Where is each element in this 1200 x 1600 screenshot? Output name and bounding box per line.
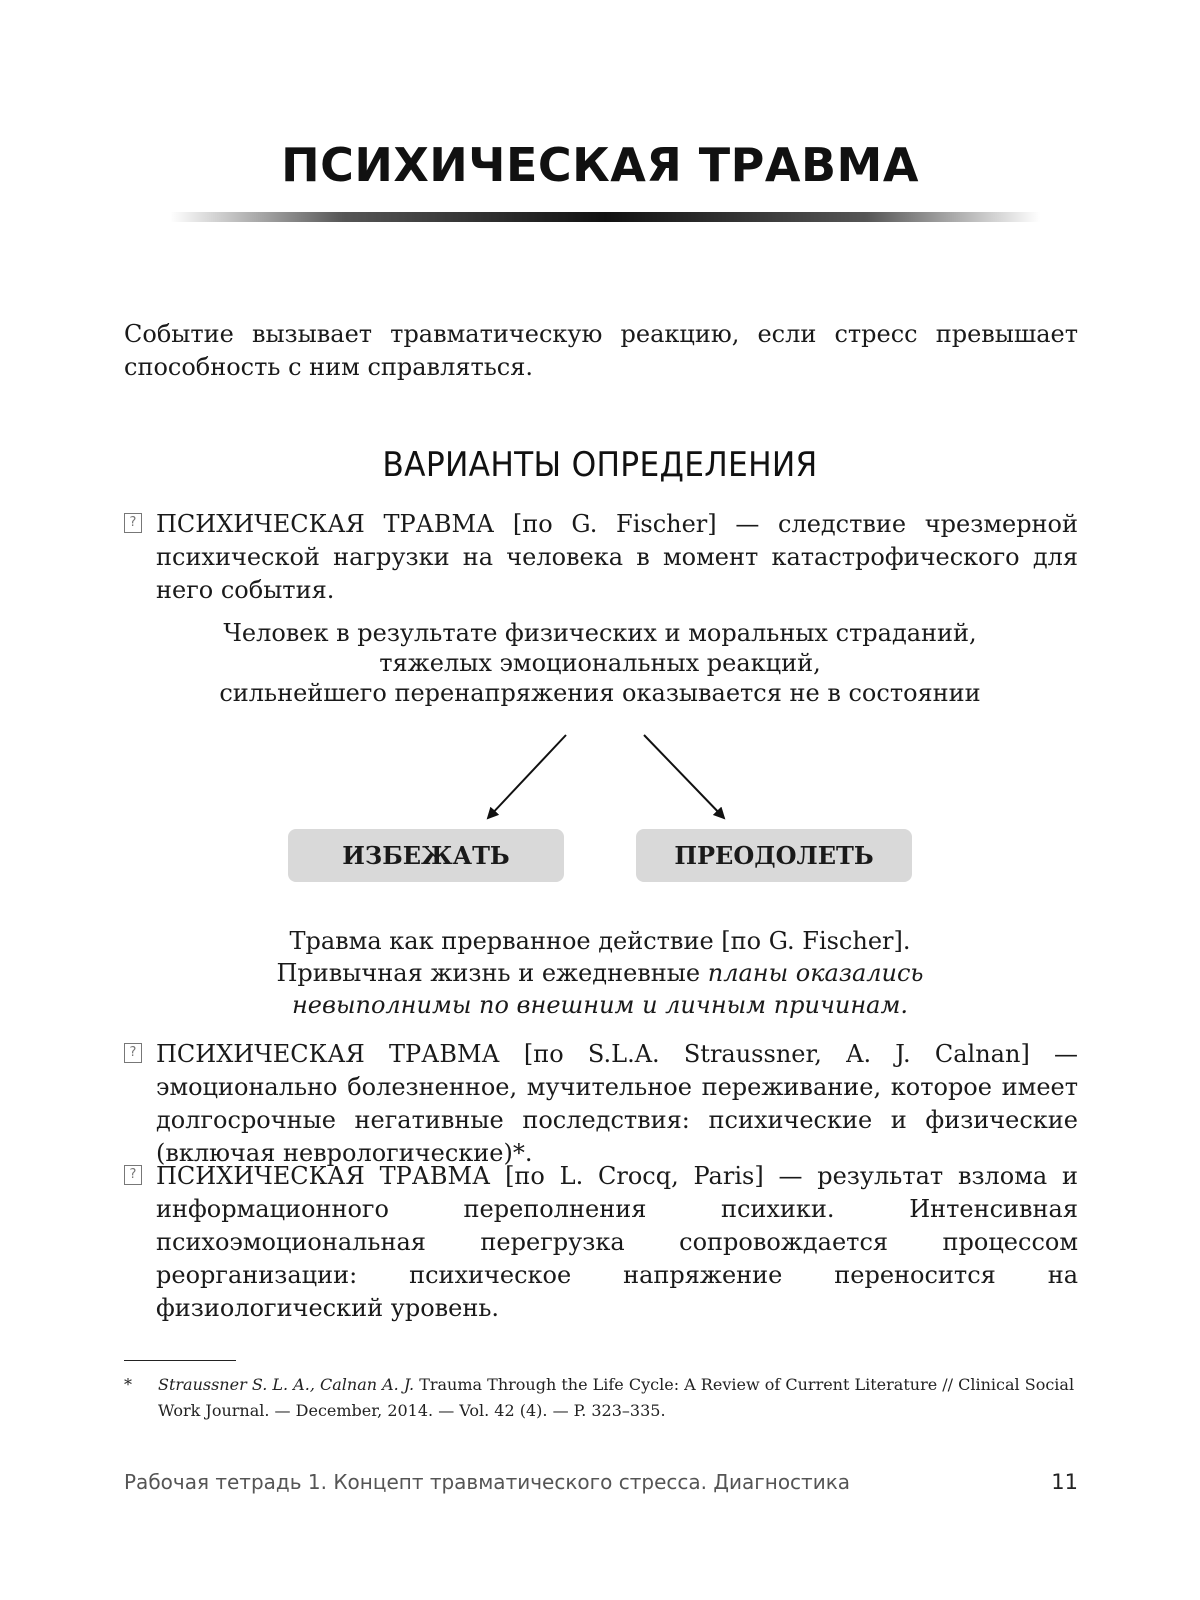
overcome-box: ПРЕОДОЛЕТЬ — [636, 829, 912, 882]
page-number: 11 — [1051, 1470, 1078, 1494]
definition-item — [124, 1160, 1078, 1325]
note-line: Травма как прерванное действие [по G. Fischer]. — [289, 927, 911, 955]
footnote-citation: Trauma Through the Life Cycle: A Review of Current Literature // Clinical Social Work Journal. — December, 2014. — Vol. 42 (4). — P. 323–335. — [158, 1375, 1075, 1420]
note-block — [200, 925, 1000, 1021]
definition-text: ПСИХИЧЕСКАЯ ТРАВМА [по L. Crocq, Paris] — результат взлома и информационного переполнения психики. Интенсивная психоэмоциональная перегрузка сопровождается процессом реорганизации: психическое напряжение переносится на физиологический уровень. — [156, 1162, 1078, 1322]
page-title: ПСИХИЧЕСКАЯ ТРАВМА — [281, 138, 919, 192]
diagram-line: сильнейшего перенапряжения оказывается не в состоянии — [219, 679, 981, 707]
note-line — [200, 989, 1000, 1021]
footnote-divider — [124, 1360, 236, 1361]
definition-text: ПСИХИЧЕСКАЯ ТРАВМА [по S.L.A. Straussner, A. J. Calnan] — эмоционально болезненное, мучительное переживание, которое имеет долгосрочные негативные последствия: психические и физические (включая неврологические)*. — [156, 1040, 1078, 1167]
note-plain: Привычная жизнь и ежедневные — [276, 959, 708, 987]
arrow-left-icon — [488, 735, 566, 818]
footnote — [124, 1372, 1078, 1424]
intro-paragraph: Событие вызывает травматическую реакцию, если стресс превышает способность с ним справляться. — [124, 320, 1078, 381]
note-italic: планы оказались — [707, 959, 924, 987]
section-heading: ВАРИАНТЫ ОПРЕДЕЛЕНИЯ — [382, 445, 818, 485]
note-line — [200, 957, 1000, 989]
footnote-text — [158, 1372, 1078, 1424]
note-italic: невыполнимы по внешним и личным причинам. — [291, 991, 909, 1019]
page-footer — [124, 1470, 1078, 1494]
definition-item — [124, 1038, 1078, 1170]
checkbox-icon: ? — [124, 1165, 142, 1185]
avoid-box: ИЗБЕЖАТЬ — [288, 829, 564, 882]
diagram-line: Человек в результате физических и моральных страданий, — [223, 619, 977, 647]
arrow-right-icon — [644, 735, 724, 818]
definition-text: ПСИХИЧЕСКАЯ ТРАВМА [по G. Fischer] — следствие чрезмерной психической нагрузки на человека в момент катастрофического для него события. — [156, 510, 1078, 604]
footnote-marker: * — [124, 1375, 132, 1394]
checkbox-icon: ? — [124, 1043, 142, 1063]
diagram-line: тяжелых эмоциональных реакций, — [379, 649, 821, 677]
checkbox-icon: ? — [124, 513, 142, 533]
footnote-authors: Straussner S. L. A., Calnan A. J. — [158, 1375, 415, 1394]
footer-title: Рабочая тетрадь 1. Концепт травматического стресса. Диагностика — [124, 1470, 851, 1494]
